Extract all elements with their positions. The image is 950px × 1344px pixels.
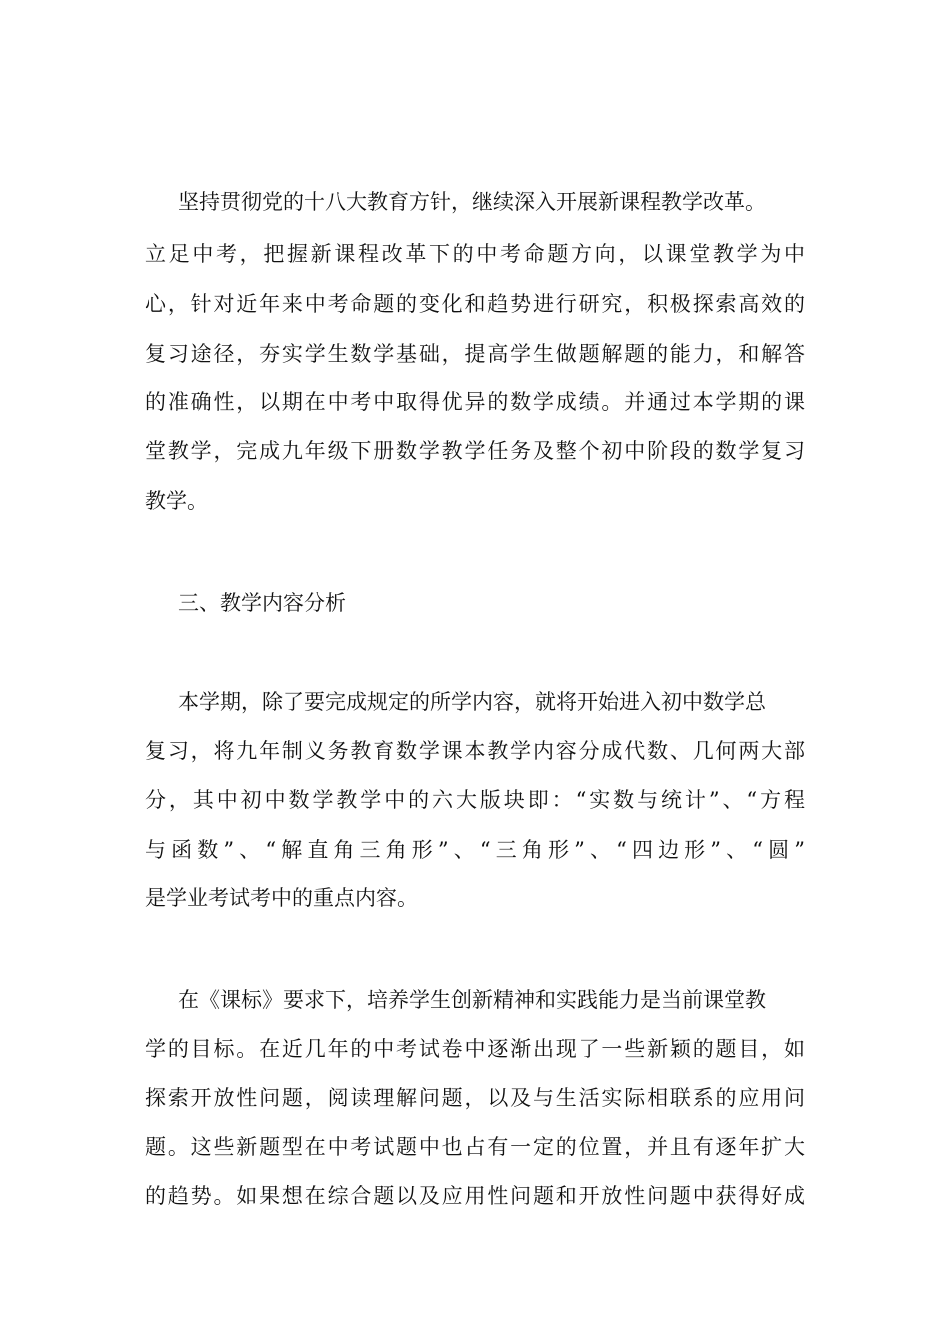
text-line: 题。这些新题型在中考试题中也占有一定的位置，并且有逐年扩大 — [145, 1135, 805, 1159]
text-line: 复习途径，夯实学生数学基础，提高学生做题解题的能力，和解答 — [145, 342, 805, 366]
text-line: 本学期，除了要完成规定的所学内容，就将开始进入初中数学总 — [178, 690, 766, 714]
text-line: 教学。 — [145, 489, 208, 513]
section-heading: 三、教学内容分析 — [178, 591, 346, 615]
text-line: 堂教学，完成九年级下册数学教学任务及整个初中阶段的数学复习 — [145, 439, 805, 463]
text-line: 心，针对近年来中考命题的变化和趋势进行研究，积极探索高效的 — [145, 292, 805, 316]
text-line: 与函数”、“解直角三角形”、“三角形”、“四边形”、“圆” — [145, 838, 805, 862]
text-line: 分，其中初中数学教学中的六大版块即：“实数与统计”、“方程 — [145, 788, 805, 812]
text-line: 在《课标》要求下，培养学生创新精神和实践能力是当前课堂教 — [178, 988, 766, 1012]
text-line: 探索开放性问题，阅读理解问题，以及与生活实际相联系的应用问 — [145, 1086, 805, 1110]
text-line: 学的目标。在近几年的中考试卷中逐渐出现了一些新颖的题目，如 — [145, 1037, 805, 1061]
text-line: 的准确性，以期在中考中取得优异的数学成绩。并通过本学期的课 — [145, 390, 805, 414]
text-line: 立足中考，把握新课程改革下的中考命题方向，以课堂教学为中 — [145, 242, 805, 266]
text-line: 的趋势。如果想在综合题以及应用性问题和开放性问题中获得好成 — [145, 1184, 805, 1208]
text-line: 复习，将九年制义务教育数学课本教学内容分成代数、几何两大部 — [145, 739, 805, 763]
text-line: 坚持贯彻党的十八大教育方针，继续深入开展新课程教学改革。 — [178, 190, 766, 214]
text-line: 是学业考试考中的重点内容。 — [145, 886, 418, 910]
